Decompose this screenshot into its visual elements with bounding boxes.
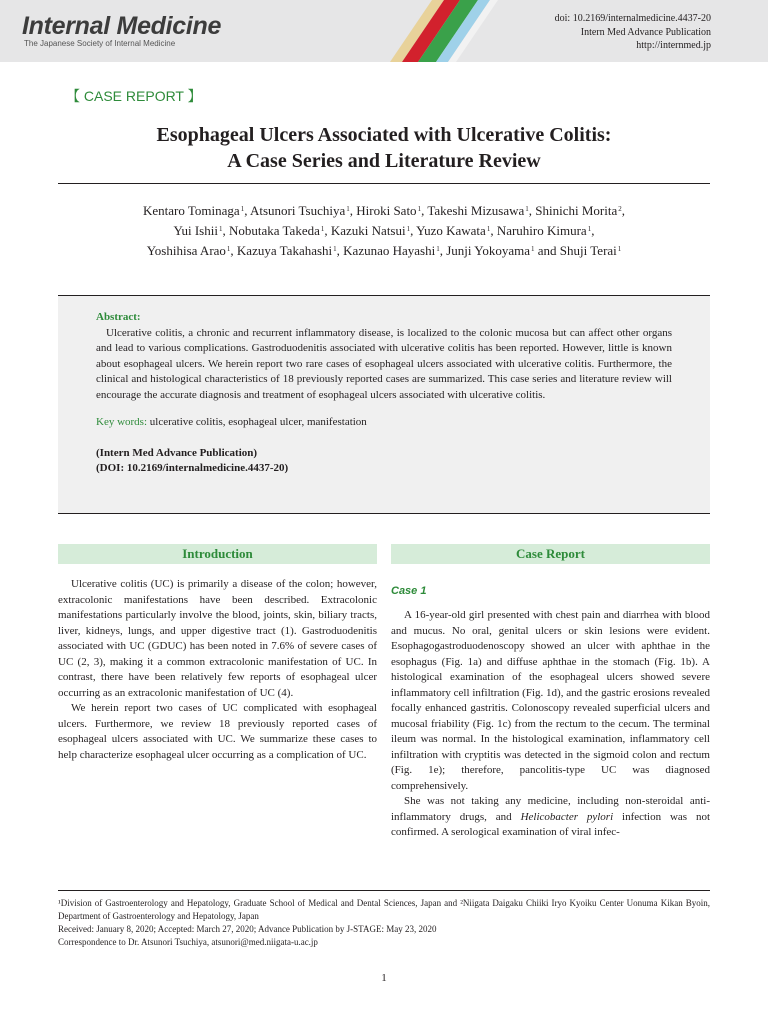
case-paragraph-2 (391, 794, 710, 841)
keywords-line (96, 415, 672, 431)
author (143, 203, 244, 218)
author (250, 203, 350, 218)
author-affiliation: 1 (587, 225, 592, 233)
author (416, 223, 490, 238)
author-name: Kazunao Hayashi (343, 243, 436, 258)
title-line-2: A Case Series and Literature Review (227, 150, 541, 172)
author-name: Nobutaka Takeda (228, 223, 320, 238)
abstract-box (58, 296, 710, 513)
journal-url[interactable]: http://internmed.jp (636, 40, 711, 51)
abstract-heading: Abstract: (96, 311, 141, 323)
author-name: Kentaro Tominaga (143, 203, 240, 218)
article-type: 【 CASE REPORT 】 (66, 88, 202, 104)
author (343, 243, 440, 258)
author-name: Hiroki Sato (356, 203, 417, 218)
author-name: Yui Ishii (173, 223, 218, 238)
author-name: Kazuya Takahashi (236, 243, 333, 258)
title-rule (58, 183, 710, 184)
case-paragraph-1: A 16-year-old girl presented with chest pain and diarrhea with blood and mucus. No oral, genital ulcers or skin lesions were evident. Esophagogastroduodenoscopy showed an ulcer with aphthae in the esophagus (Fig. 1a) and diffuse aphthae in the stomach (Fig. 1b). A histological examination of the esophageal ulcers showed severe inflammatory cell infiltration (Fig. 1d), and the gastric erosions revealed focally enhanced gastritis. Colonoscopy revealed superficial ulcers and mucosal friability (Fig. 1c) from the rectum to the cecum. The terminal ileum was normal. In the histological examination, inflammatory cell infiltration with cryptitis was detected in the sigmoid colon and rectum (Fig. 1e); therefore, pancolitis-type UC was diagnosed comprehensively. (391, 609, 710, 792)
author-affiliation: 1 (417, 205, 422, 213)
author-name: Kazuki Natsui (330, 223, 406, 238)
author (229, 223, 324, 238)
author-affiliation: 1 (218, 225, 223, 233)
abstract-bottom-rule (58, 513, 710, 514)
keywords-label: Key words: (96, 416, 148, 428)
page-number: 1 (381, 972, 387, 984)
author (535, 203, 621, 218)
author (427, 203, 528, 218)
received-dates: Received: January 8, 2020; Accepted: March 27, 2020; Advance Publication by J-STAGE: May 23, 2020 (58, 924, 437, 934)
keywords: ulcerative colitis, esophageal ulcer, manifestation (149, 416, 367, 428)
author (174, 223, 223, 238)
author-affiliation: 1 (486, 225, 491, 233)
publication-note-line-1: (Intern Med Advance Publication) (96, 446, 258, 459)
introduction-body (58, 577, 377, 763)
introduction-paragraph-2: We herein report two cases of UC complicated with esophageal ulcers. Furthermore, we review 18 previously reported cases of esophageal ulcers associated with UC. We summarize these cases to help characterize esophageal ulcer occurring as a complication of UC. (58, 702, 377, 761)
author (497, 223, 591, 238)
society-name: The Japanese Society of Internal Medicine (24, 39, 176, 48)
author (446, 243, 534, 258)
author-name: Yuzo Kawata (416, 223, 486, 238)
author-affiliation: 2 (618, 205, 622, 213)
article-meta (555, 12, 711, 53)
publication-note-doi: (DOI: 10.2169/internalmedicine.4437-20) (96, 462, 289, 474)
author-name: Junji Yokoyama (446, 243, 531, 258)
journal-title: Internal Medicine (22, 12, 222, 40)
case-report-body (391, 608, 710, 841)
introduction-paragraph-1: Ulcerative colitis (UC) is primarily a disease of the colon; however, extracolonic manifestations have been described. Extracolonic manifestations particularly involve the blood, joints, skin, biliary tracts, liver, kidneys, lungs, and upper digestive tract (1). Gastroduodenitis associated with UC (GDUC) has been noted in 7.6% of severe cases of UC (2, 3), making it a common extracolonic manifestation of UC. In contrast, there have been relatively few reports of esophageal ulcer occurring as an extracolonic manifestation of UC (4). (58, 578, 377, 699)
author-name: Takeshi Mizusawa (427, 203, 525, 218)
author-affiliation: 1 (406, 225, 411, 233)
article-title (0, 122, 768, 174)
organism-name: Helicobacter pylori (520, 810, 614, 823)
author-list: Kentaro Tominaga$^1$, Atsunori Tsuchiya$^1$, Hiroki Sato$^1$, Takeshi Mizusawa$^1$, Shinichi Morita$^2$, Yui Ishii$^1$, Nobutaka Takeda$^1$, Kazuki Natsui$^1$, Yuzo Kawata$^1$, Naruhiro Kimura$^1$, Yoshihisa Arao$^1$, Kazuya Takahashi$^1$, Kazunao Hayashi$^1$, Junji Yokoyama$^1$ and Shuji Terai$^1$ (143, 203, 625, 258)
author-affiliation: 1 (525, 205, 529, 213)
case-paragraph-2-start: She was not taking any medicine, including non-steroidal anti-inflammatory drugs, and (391, 795, 710, 823)
affiliations: ¹Division of Gastroenterology and Hepatology, Graduate School of Medical and Dental Sciences, Japan and ²Niigata Daigaku Chiiki Iryo Kyoiku Center Uonuma Kikan Byoin, Department of Gastroenterology and Hepatology, Japan (58, 898, 710, 921)
decorative-stripes (380, 0, 540, 62)
doi: doi: 10.2169/internalmedicine.4437-20 (554, 13, 711, 24)
correspondence: Correspondence to Dr. Atsunori Tsuchiya, atsunori@med.niigata-u.ac.jp (58, 937, 318, 947)
footnote-rule (58, 890, 710, 891)
author-name: Yoshihisa Arao (146, 243, 226, 258)
author-affiliation: 1 (617, 245, 622, 253)
author-affiliation: 1 (240, 205, 245, 213)
author-name: Naruhiro Kimura (496, 223, 587, 238)
publication-label: Intern Med Advance Publication (580, 26, 711, 38)
author-affiliation: 1 (333, 245, 337, 253)
author (147, 243, 231, 258)
case-1-subheading: Case 1 (391, 585, 427, 597)
abstract-text: Ulcerative colitis, a chronic and recurrent inflammatory disease, is localized to the colonic mucosa but can affect other organs and lead to various complications. Gastroduodenitis associated with ulcerative colitis has been reported. However, little is known about esophageal ulcers. We herein report two rare cases of esophageal ulcers associated with ulcerative colitis. Furthermore, the clinical and histological characteristics of 18 previously reported cases are summarized. This case series and literature review will encourage the accurate diagnosis and treatment of esophageal ulcers associated with ulcerative colitis. (96, 326, 672, 401)
case-report-heading: Case Report (391, 544, 710, 564)
author (237, 243, 337, 258)
author-affiliation: 1 (226, 245, 231, 253)
author-affiliation: 1 (346, 205, 350, 213)
author-name: Shinichi Morita (535, 203, 618, 218)
footnotes (58, 897, 710, 949)
author-affiliation: 1 (531, 245, 535, 253)
author-affiliation: 1 (320, 225, 325, 233)
introduction-heading: Introduction (58, 544, 377, 564)
author-name: Atsunori Tsuchiya (249, 203, 346, 218)
author-affiliation: 1 (436, 245, 440, 253)
abstract-content (96, 310, 672, 477)
author (356, 203, 421, 218)
case-paragraph-2-end: infection was not confirmed. A serological examination of viral infec- (391, 810, 711, 838)
title-line-1: Esophageal Ulcers Associated with Ulcerative Colitis: (156, 124, 612, 146)
publication-note (96, 446, 672, 477)
author (560, 243, 621, 258)
author (331, 223, 410, 238)
author-name: Shuji Terai (559, 243, 617, 258)
